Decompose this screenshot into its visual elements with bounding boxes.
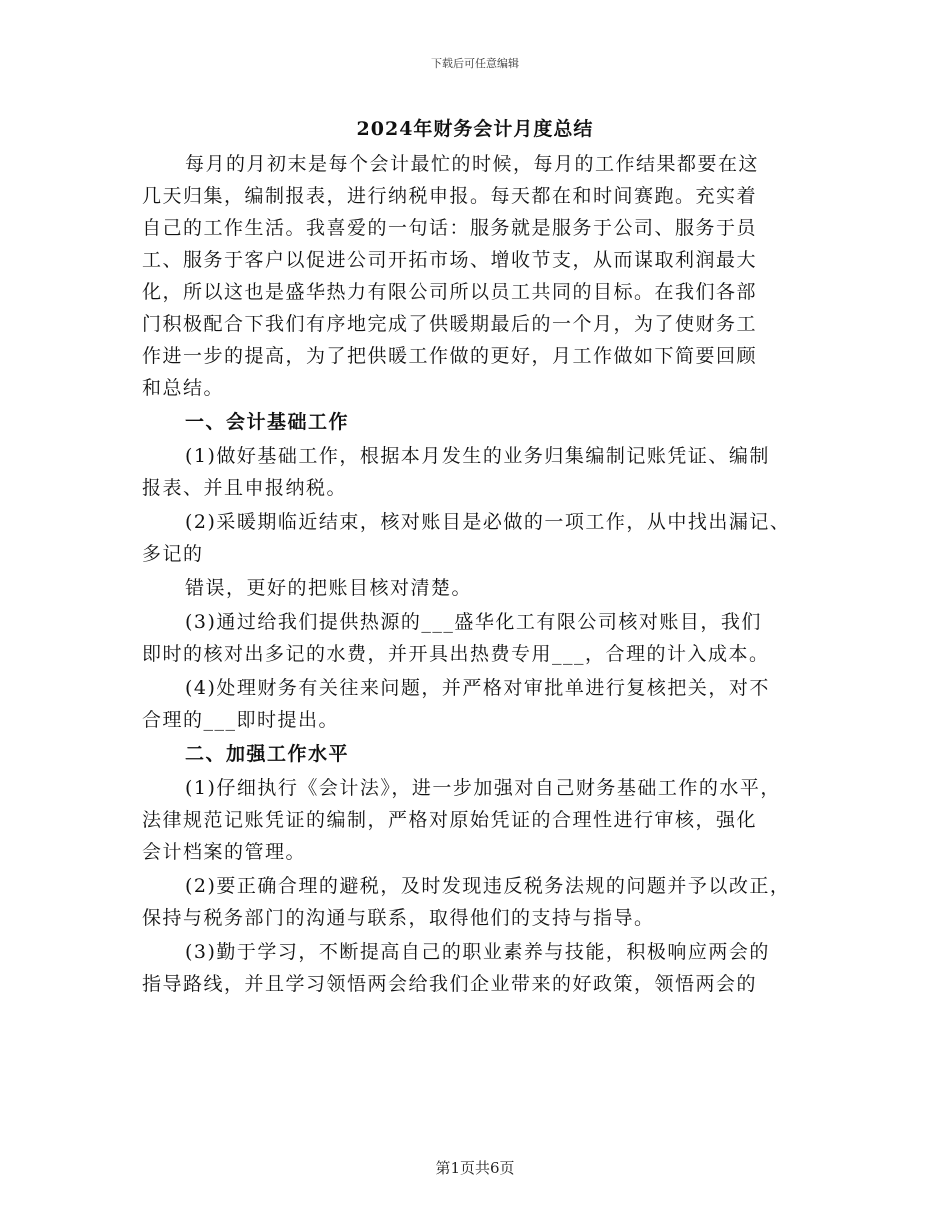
paragraph-line: 合理的___即时提出。 [142, 709, 340, 731]
paragraph-line: 报表、并且申报纳税。 [142, 477, 348, 499]
paragraph-line: (1)做好基础工作，根据本月发生的业务归集编制记账凭证、编制 [185, 445, 770, 467]
document-body [142, 148, 822, 1000]
paragraph-line: 工、服务于客户以促进公司开拓市场、增收节支，从而谋取利润最大 [142, 249, 758, 271]
paragraph-line: 即时的核对出多记的水费，并开具出热费专用___，合理的计入成本。 [142, 643, 770, 665]
paragraph-line: 错误，更好的把账目核对清楚。 [185, 577, 473, 599]
paragraph-line: (3)通过给我们提供热源的___盛华化工有限公司核对账目，我们 [185, 611, 762, 633]
header-note: 下载后可任意编辑 [431, 57, 519, 70]
paragraph-line: 自己的工作生活。我喜爱的一句话：服务就是服务于公司、服务于员 [142, 217, 758, 239]
paragraph-line: 法律规范记账凭证的编制，严格对原始凭证的合理性进行审核，强化 [142, 809, 758, 831]
paragraph-line: 会计档案的管理。 [142, 841, 307, 863]
paragraph-line: (1)仔细执行《会计法》，进一步加强对自己财务基础工作的水平， [185, 777, 781, 799]
section-heading: 一、会计基础工作 [185, 411, 350, 433]
paragraph-line: 多记的 [142, 543, 204, 565]
document-title: 2024年财务会计月度总结 [356, 118, 594, 140]
paragraph-line: 作进一步的提高，为了把供暖工作做的更好，月工作做如下简要回顾 [142, 345, 758, 367]
paragraph-line: (2)采暖期临近结束，核对账目是必做的一项工作，从中找出漏记、 [185, 511, 791, 533]
paragraph-line: 指导路线，并且学习领悟两会给我们企业带来的好政策，领悟两会的 [142, 973, 758, 995]
paragraph-line: (4)处理财务有关往来问题，并严格对审批单进行复核把关，对不 [185, 677, 770, 699]
section-heading: 二、加强工作水平 [185, 743, 350, 765]
paragraph-line: 保持与税务部门的沟通与联系，取得他们的支持与指导。 [142, 907, 655, 929]
paragraph-line: 门积极配合下我们有序地完成了供暖期最后的一个月，为了使财务工 [142, 313, 758, 335]
page-number: 第1页共6页 [435, 1159, 515, 1177]
paragraph-line: 和总结。 [142, 377, 225, 399]
paragraph-line: (2)要正确合理的避税，及时发现违反税务法规的问题并予以改正， [185, 875, 791, 897]
paragraph-line: 每月的月初末是每个会计最忙的时候，每月的工作结果都要在这 [185, 153, 760, 175]
paragraph-line: 化，所以这也是盛华热力有限公司所以员工共同的目标。在我们各部 [142, 281, 758, 303]
paragraph-line: (3)勤于学习，不断提高自己的职业素养与技能，积极响应两会的 [185, 941, 770, 963]
paragraph-line: 几天归集，编制报表，进行纳税申报。每天都在和时间赛跑。充实着 [142, 185, 758, 207]
